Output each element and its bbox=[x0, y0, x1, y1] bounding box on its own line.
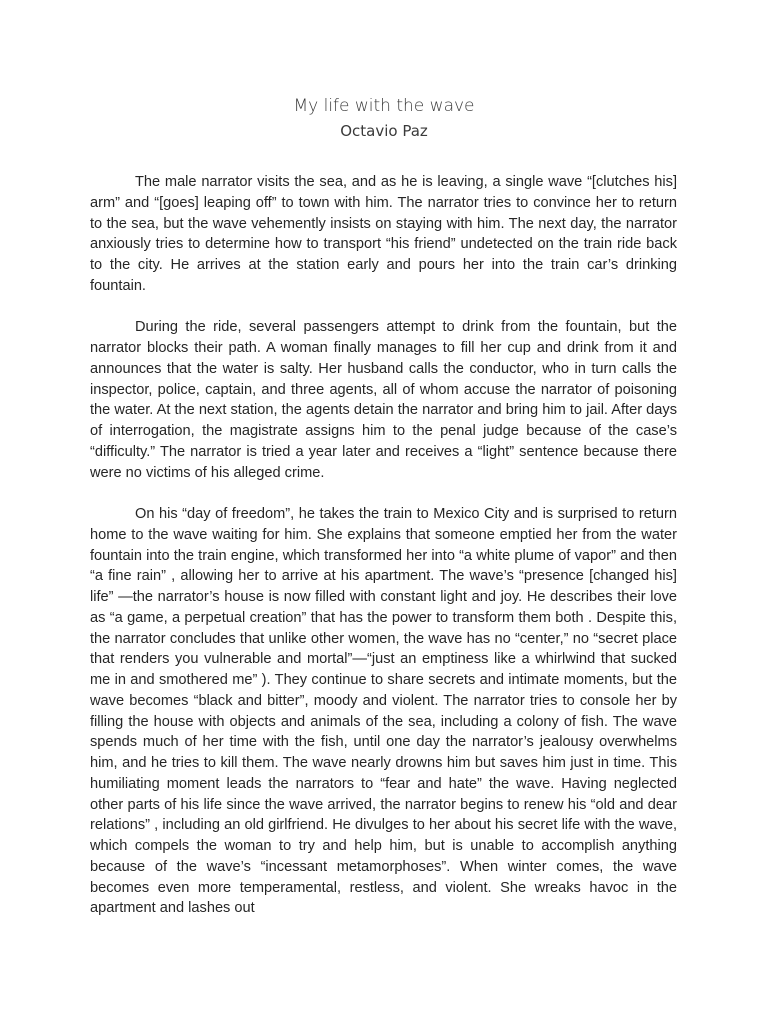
paragraph: On his “day of freedom”, he takes the train to Mexico City and is surprised to return home to the wave waiting for him. She explains that someone emptied her from the water fountain into the train engine, which transformed her into “a white plume of vapor” and then “a fine rain” , allowing her to arrive at his apartment. The wave’s “presence [changed his] life” —the narrator’s house is now filled with constant light and joy. He describes their love as “a game, a perpetual creation” that has the power to transform them both . Despite this, the narrator concludes that unlike other women, the wave has no “center,” no “secret place that renders you vulnerable and mortal”—“just an emptiness like a whirlwind that sucked me in and smothered me” ). They continue to share secrets and intimate moments, but the wave becomes “black and bitter”, moody and violent. The narrator tries to console her by filling the house with objects and animals of the sea, including a colony of fish. The wave spends much of her time with the fish, until one day the narrator’s jealousy overwhelms him, and he tries to kill them. The wave nearly drowns him but saves him just in time. This humiliating moment leads the narrators to “fear and hate” the wave. Having neglected other parts of his life since the wave arrived, the narrator begins to renew his “old and dear relations” , including an old girlfriend. He divulges to her about his secret life with the wave, which compels the woman to try and help him, but is unable to accomplish anything because of the wave’s “incessant metamorphoses”. When winter comes, the wave becomes even more temperamental, restless, and violent. She wreaks havoc in the apartment and lashes out bbox=[90, 506, 677, 917]
paragraph: The male narrator visits the sea, and as he is leaving, a single wave “[clutches his] arm” and “[goes] leaping off” to town with him. The narrator tries to convince her to return to the sea, but the wave vehemently insists on staying with him. The next day, the narrator anxiously tries to determine how to transport “his friend” undetected on the train ride back to the city. He arrives at the station early and pours her into the train car’s drinking fountain. bbox=[90, 174, 677, 294]
document-title: My life with the wave bbox=[293, 96, 475, 116]
title-block bbox=[0, 94, 768, 142]
document-author: Octavio Paz bbox=[340, 122, 428, 140]
document-body bbox=[90, 172, 677, 940]
paragraph: During the ride, several passengers attempt to drink from the fountain, but the narrator blocks their path. A woman finally manages to fill her cup and drink from it and announces that the water is salty. Her husband calls the conductor, who in turn calls the inspector, police, captain, and three agents, all of whom accuse the narrator of poisoning the water. At the next station, the agents detain the narrator and bring him to jail. After days of interrogation, the magistrate assigns him to the penal judge because of the case’s “difficulty.” The narrator is tried a year later and receives a “light” sentence because there were no victims of his alleged crime. bbox=[90, 319, 677, 481]
